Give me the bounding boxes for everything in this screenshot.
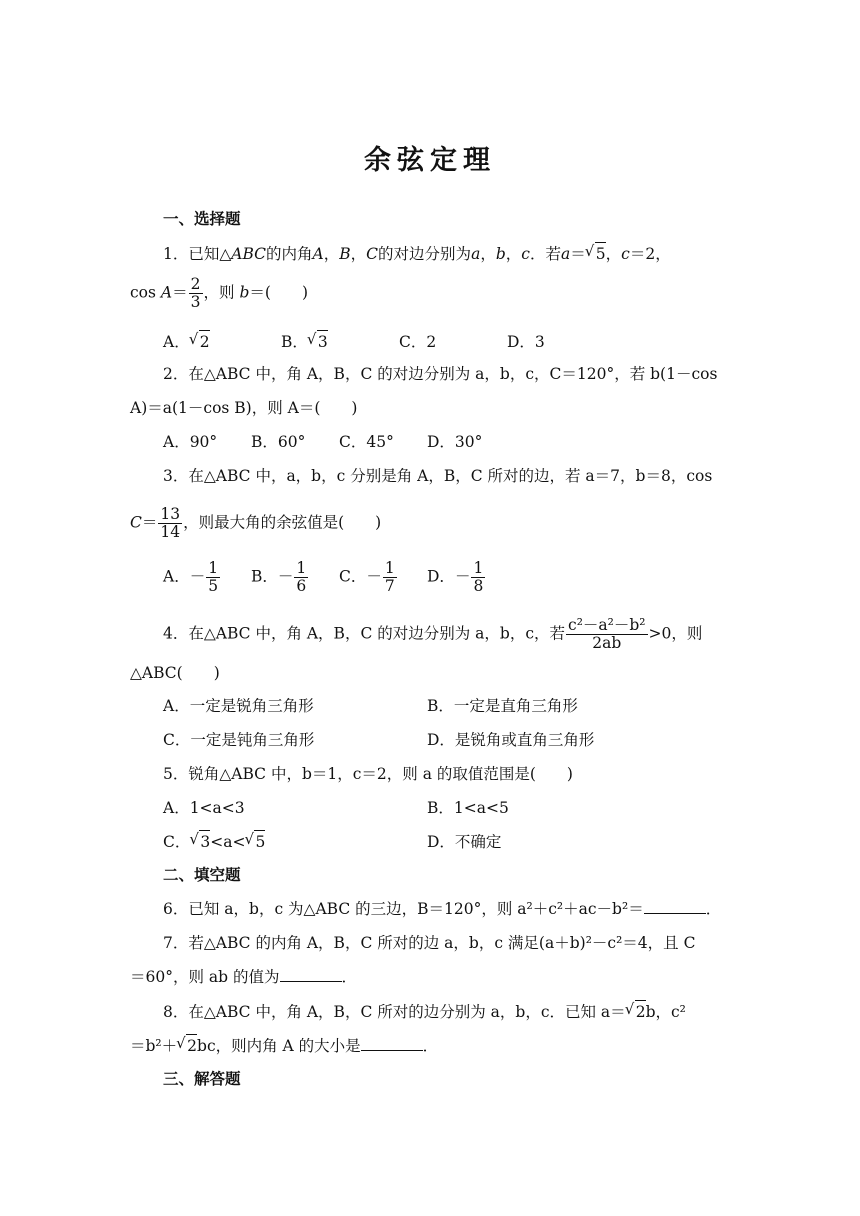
page-title: 余弦定理 — [364, 145, 496, 176]
question-3-line-1: 3．在△ABC 中，a，b，c 分别是角 A，B，C 所对的边，若 a＝7，b＝8，cos — [163, 467, 713, 485]
question-8-line-2: ＝b²＋√ 2bc，则内角 A 的大小是 ． — [130, 1034, 438, 1057]
fraction-cos-expr: $\frac{\text{c²－a²－b²}}{2ab}$ — [568, 616, 646, 652]
option-d: D．3 — [507, 333, 545, 351]
question-4-line-2: △ABC( ) — [130, 664, 220, 682]
option-a: A．1<a<3 — [163, 799, 245, 817]
question-2-line-1: 2．在△ABC 中，角 A，B，C 的对边分别为 a，b，c，C＝120°，若 b(1－cos — [163, 365, 718, 383]
question-5-line-1: 5．锐角△ABC 中，b＝1，c＝2，则 a 的取值范围是( ) — [163, 765, 573, 783]
sqrt-5: √ 5 — [595, 242, 606, 265]
question-7-line-1: 7．若△ABC 的内角 A，B，C 所对的边 a，b，c 满足(a＋b)²－c²＝4，且 C — [163, 934, 696, 952]
question-1-options — [163, 330, 545, 353]
option-d: D．是锐角或直角三角形 — [427, 731, 595, 749]
option-c: C．－ $\frac{1}{7}$ — [339, 559, 395, 595]
option-c: C．√ 3<a<√ 5 — [163, 830, 427, 853]
question-2-line-2: A)＝a(1－cos B)，则 A＝( ) — [130, 399, 358, 417]
option-b: B．一定是直角三角形 — [427, 697, 578, 715]
option-d: D．30° — [427, 433, 483, 451]
question-1-line-2: cos A＝ $\frac{2}{3}$ ，则 b＝( ) — [130, 275, 308, 311]
fraction-2-3: $\frac{2}{3}$ — [190, 275, 201, 311]
option-b: B．－ $\frac{1}{6}$ — [251, 559, 307, 595]
question-4-options-row-2 — [163, 729, 594, 751]
question-3-options — [163, 560, 486, 595]
question-5-options-row-1 — [163, 797, 509, 819]
question-1-line-1: 1．已知△ABC的内角A，B，C的对边分别为a，b，c．若a＝√ 5，c＝2， — [163, 242, 671, 265]
question-3-line-2: C＝ $\frac{13}{14}$ ，则最大角的余弦值是( ) — [130, 505, 382, 541]
fraction-13-14: $\frac{13}{14}$ — [160, 505, 181, 541]
option-a: A．一定是锐角三角形 — [163, 697, 314, 715]
answer-blank — [280, 967, 342, 982]
option-a: A．90° — [163, 433, 218, 451]
question-2-options — [163, 431, 482, 453]
section-fill-in: 二、填空题 — [163, 865, 241, 884]
option-a: A．－ $\frac{1}{5}$ — [163, 559, 219, 595]
answer-blank — [361, 1036, 423, 1051]
option-b: B．1<a<5 — [427, 799, 509, 817]
option-d: D．－ $\frac{1}{8}$ — [427, 559, 484, 595]
option-c: C．一定是钝角三角形 — [163, 731, 315, 749]
option-a: A．√ 2 — [163, 330, 281, 353]
answer-blank — [644, 899, 706, 914]
question-7-line-2: ＝60°，则 ab 的值为 ． — [130, 968, 358, 986]
option-b: B．√ 3 — [281, 330, 399, 353]
section-multiple-choice: 一、选择题 — [163, 209, 241, 228]
option-c: C．2 — [399, 333, 437, 351]
question-6: 6．已知 a，b，c 为△ABC 的三边，B＝120°，则 a²＋c²＋ac－b²＝ ． — [163, 900, 722, 918]
question-8-line-1: 8．在△ABC 中，角 A，B，C 所对的边分别为 a，b，c．已知 a＝√ 2b，c² — [163, 1000, 686, 1023]
section-free-response: 三、解答题 — [163, 1069, 241, 1088]
option-b: B．60° — [251, 433, 306, 451]
question-4-options-row-1 — [163, 695, 578, 717]
option-d: D．不确定 — [427, 833, 502, 851]
question-4-line-1: 4．在△ABC 中，角 A，B，C 的对边分别为 a，b，c，若 $\frac{\text{c²－a²－b²}}{2ab}$ >0，则 — [163, 616, 703, 652]
option-c: C．45° — [339, 433, 394, 451]
question-5-options-row-2 — [163, 830, 501, 853]
